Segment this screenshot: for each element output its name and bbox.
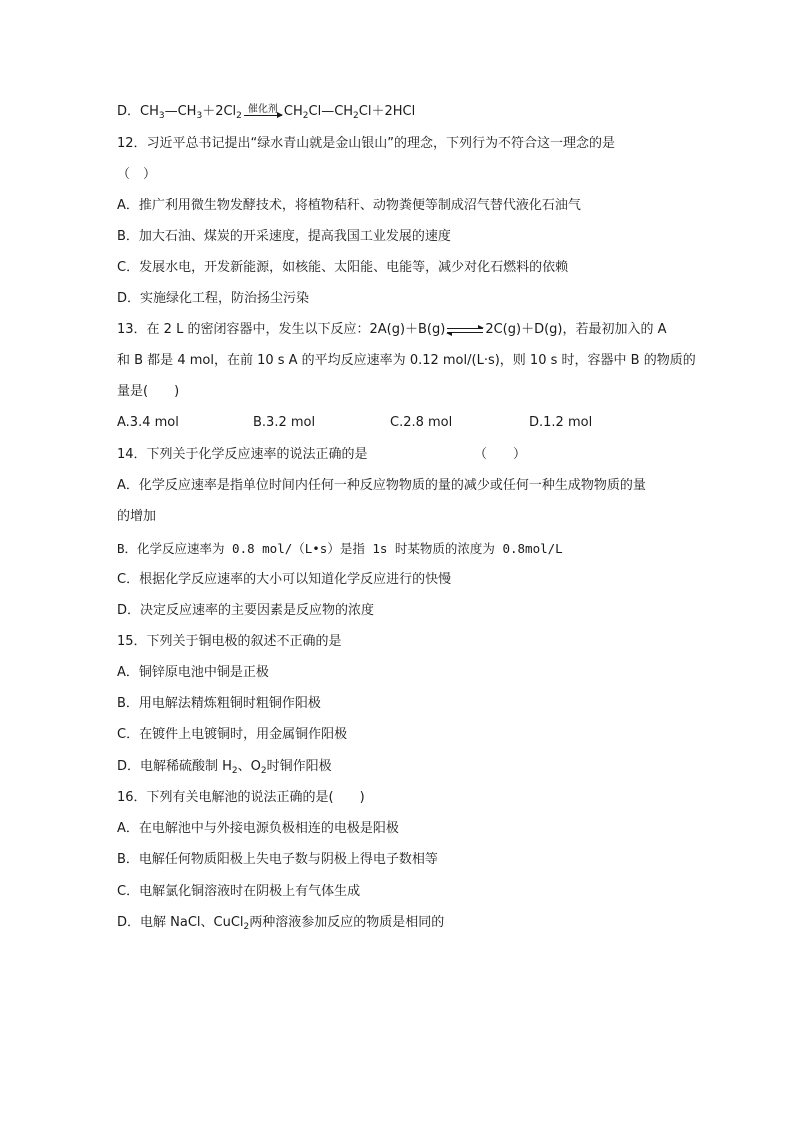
q15-option-b: B．用电解法精炼粗铜时粗铜作阳极: [117, 696, 321, 711]
q16-option-c: C．电解氯化铜溶液时在阴极上有气体生成: [117, 884, 361, 899]
q12-option-d: D．实施绿化工程，防治扬尘污染: [117, 291, 310, 306]
q16-option-b: B．电解任何物质阳极上失电子数与阴极上得电子数相等: [117, 852, 438, 867]
q12-option-c: C．发展水电，开发新能源，如核能、太阳能、电能等，减少对化石燃料的依赖: [117, 260, 569, 275]
q12-stem: 12．习近平总书记提出“绿水青山就是金山银山”的理念，下列行为不符合这一理念的是: [117, 136, 616, 151]
q13-option-a: A.3.4 mol: [117, 415, 179, 430]
q14-option-b: B．化学反应速率为 0.8 mol/（L•s）是指 1s 时某物质的浓度为 0.8mol/L: [117, 541, 563, 556]
q13-option-d: D.1.2 mol: [529, 415, 593, 430]
q13-options: [117, 414, 617, 432]
reaction-arrow: [242, 103, 284, 121]
q13-option-b: B.3.2 mol: [253, 415, 316, 430]
q14-option-a-line2: 的增加: [117, 509, 157, 524]
q14-option-c: C．根据化学反应速率的大小可以知道化学反应进行的快慢: [117, 572, 452, 587]
q11-option-d: D．$CH_3—CH_3+2Cl_2$ 催化剂 $CH_2Cl—CH_2Cl+2HCl$: [117, 103, 415, 121]
q15-option-d: D．电解稀硫酸制 $H_2$、$O_2$时铜作阳极: [117, 759, 332, 776]
q16-option-a: A．在电解池中与外接电源负极相连的电极是阳极: [117, 821, 399, 836]
q12-option-b: B．加大石油、煤炭的开采速度，提高我国工业发展的速度: [117, 229, 451, 244]
q14-stem: 14．下列关于化学反应速率的说法正确的是: [117, 447, 368, 462]
q16-stem: 16．下列有关电解池的说法正确的是( ): [117, 790, 365, 805]
q13-stem-line1: 13．在 2 L 的密闭容器中，发生以下反应：2A(g)＋B(g) 2C(g)＋D(g)，若最初加入的 A: [117, 322, 667, 337]
q15-option-a: A．铜锌原电池中铜是正极: [117, 665, 269, 680]
q13-option-c: C.2.8 mol: [390, 415, 453, 430]
q14-stem-row: [117, 446, 537, 464]
equilibrium-arrow-icon: [447, 321, 483, 339]
catalyst-label: 催化剂: [247, 104, 278, 115]
q14-option-a-line1: A．化学反应速率是指单位时间内任何一种反应物物质的量的减少或任何一种生成物物质的量: [117, 478, 646, 493]
q12-option-a: A．推广利用微生物发酵技术，将植物秸秆、动物粪便等制成沼气替代液化石油气: [117, 198, 581, 213]
q13-stem-line3: 量是( ): [117, 384, 180, 399]
q13-stem-line2: 和 B 都是 4 mol，在前 10 s A 的平均反应速率为 0.12 mol/(L·s)，则 10 s 时，容器中 B 的物质的: [117, 353, 696, 368]
q15-stem: 15．下列关于铜电极的叙述不正确的是: [117, 634, 342, 649]
q15-option-c: C．在镀件上电镀铜时，用金属铜作阳极: [117, 727, 348, 742]
q16-option-d: D．电解 NaCl、CuCl$_2$两种溶液参加反应的物质是相同的: [117, 915, 445, 932]
q12-answer-paren: （ ）: [117, 167, 157, 182]
q14-option-d: D．决定反应速率的主要因素是反应物的浓度: [117, 603, 375, 618]
q14-answer-paren: （ ）: [474, 447, 527, 462]
